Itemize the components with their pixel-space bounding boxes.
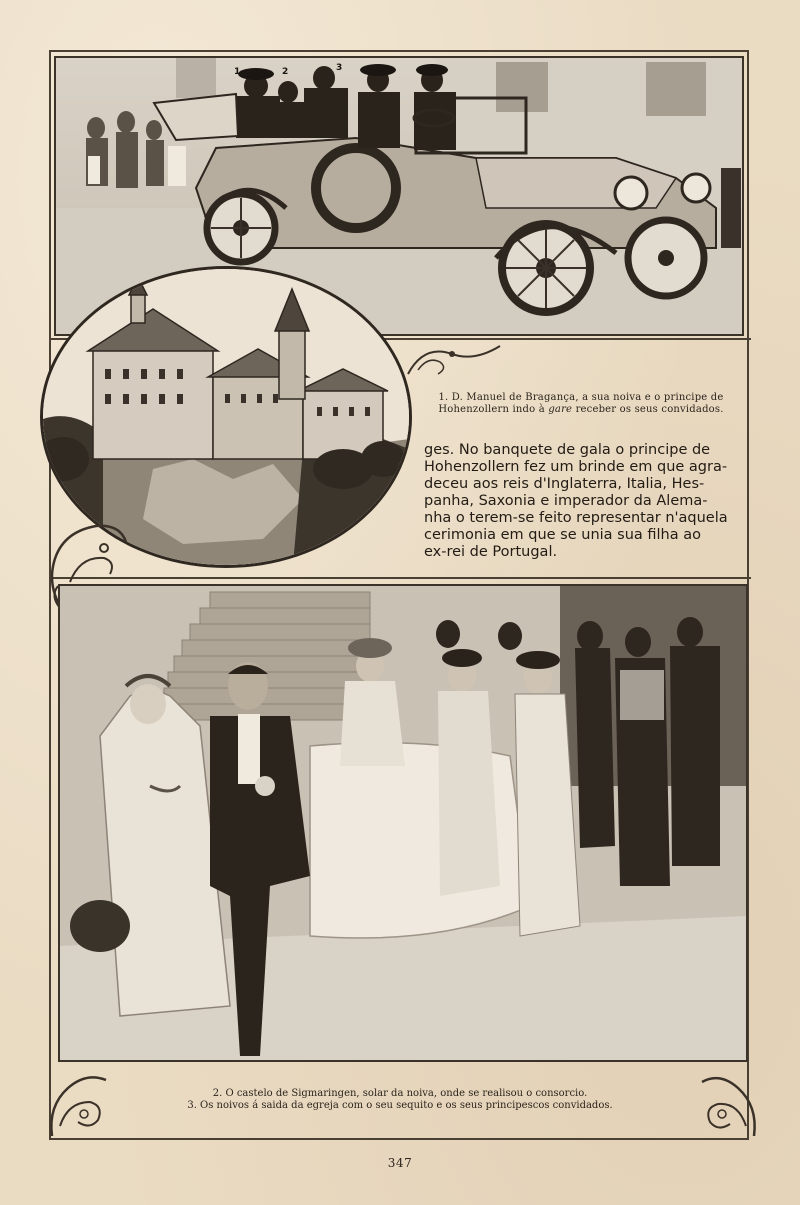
caption-line-2: 2. O castelo de Sigmaringen, solar da noiva, onde se realisou o consorcio. xyxy=(212,1088,588,1099)
photo-wedding-procession xyxy=(58,584,748,1062)
caption-line-3: 3. Os noivos á saida da egreja com o seu sequito e os seus principescos convidados. xyxy=(187,1100,613,1111)
wedding-illustration xyxy=(60,586,746,1060)
body-line: ex-rei de Portugal. xyxy=(424,544,558,560)
caption-1-gare: gare xyxy=(548,404,573,415)
photo-label-1: 1 xyxy=(234,67,241,77)
flourish-ornament-top xyxy=(404,340,504,380)
body-line: Hohenzollern fez um brinde em que agra- xyxy=(424,459,728,475)
caption-photo-1 xyxy=(420,392,742,416)
body-line: panha, Saxonia e imperador da Alema- xyxy=(424,493,708,509)
caption-photos-2-3 xyxy=(60,1088,740,1112)
photo-label-2: 2 xyxy=(282,67,289,77)
article-body-text xyxy=(424,442,744,561)
section-divider xyxy=(51,577,751,579)
photo-label-3: 3 xyxy=(336,63,343,73)
caption-1-suffix: receber os seus convidados. xyxy=(572,404,724,415)
body-line: cerimonia em que se unia sua filha ao xyxy=(424,527,702,543)
body-line: deceu aos reis d'Inglaterra, Italia, Hes- xyxy=(424,476,705,492)
page-number: 347 xyxy=(387,1156,413,1170)
body-line: nha o terem-se feito representar n'aquela xyxy=(424,510,728,526)
caption-1-prefix: 1. D. Manuel de Bragança, a sua noiva e o principe de Hohenzollern indo à xyxy=(438,392,724,415)
body-line: ges. No banquete de gala o principe de xyxy=(424,442,711,458)
